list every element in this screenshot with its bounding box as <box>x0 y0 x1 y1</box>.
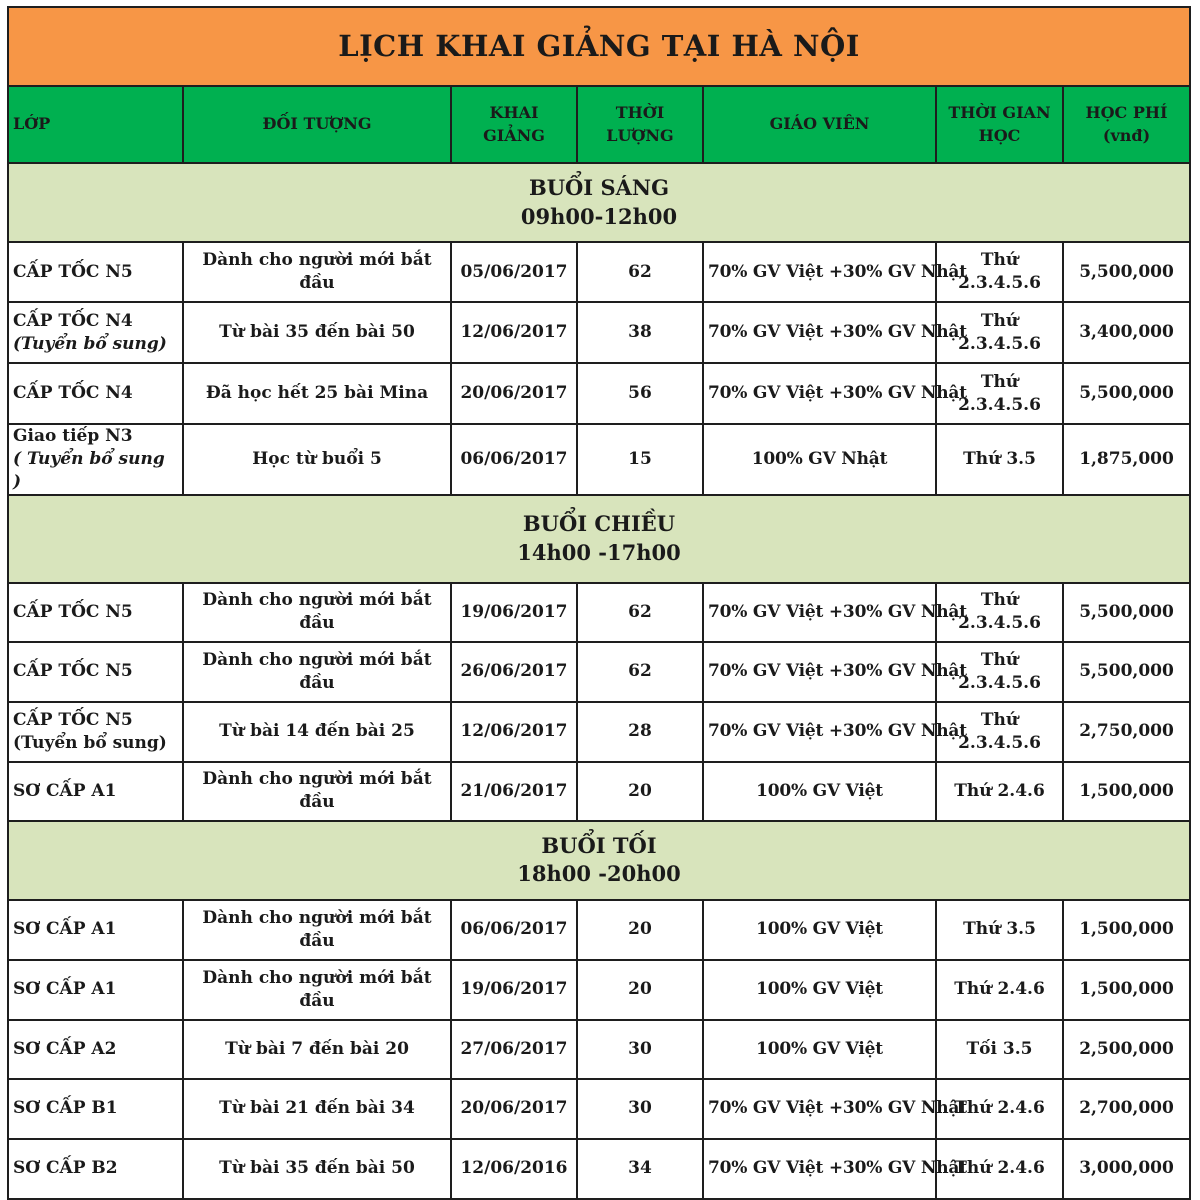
class-cell <box>8 1079 183 1139</box>
col-header-giao-vien: GIÁO VIÊN <box>703 86 936 163</box>
schedule-cell: Thứ 2.3.4.5.6 <box>936 642 1063 702</box>
start-date-cell: 12/06/2017 <box>451 702 577 762</box>
fee-cell: 1,500,000 <box>1063 960 1190 1020</box>
duration-cell: 20 <box>577 960 703 1020</box>
class-note: (Tuyển bổ sung) <box>13 333 167 354</box>
session-header <box>8 495 1190 583</box>
col-header-thoi-luong: THỜI LƯỢNG <box>577 86 703 163</box>
teacher-cell: 100% GV Việt <box>703 960 936 1020</box>
duration-cell: 62 <box>577 242 703 302</box>
class-name: SƠ CẤP A1 <box>13 919 117 940</box>
schedule-table <box>7 6 1191 1200</box>
teacher-cell: 70% GV Việt +30% GV Nhật <box>703 1079 936 1139</box>
session-row-morning <box>8 163 1190 242</box>
target-cell: Từ bài 21 đến bài 34 <box>183 1079 451 1139</box>
class-name: SƠ CẤP A2 <box>13 1038 117 1059</box>
target-cell: Từ bài 35 đến bài 50 <box>183 1139 451 1199</box>
col-header-thoi-gian-line1: THỜI GIAN <box>948 103 1051 123</box>
fee-cell: 5,500,000 <box>1063 363 1190 424</box>
class-name: CẤP TỐC N5 <box>13 709 133 730</box>
col-header-hoc-phi-line2: (vnđ) <box>1102 125 1151 145</box>
table-row <box>8 762 1190 821</box>
teacher-cell: 100% GV Nhật <box>703 424 936 495</box>
schedule-cell: Thứ 2.4.6 <box>936 762 1063 821</box>
class-cell <box>8 642 183 702</box>
col-header-khai-giang: KHAI GIẢNG <box>451 86 577 163</box>
class-cell <box>8 583 183 642</box>
session-name: BUỔI TỐI <box>541 832 657 858</box>
duration-cell: 56 <box>577 363 703 424</box>
schedule-cell: Thứ 2.4.6 <box>936 1139 1063 1199</box>
session-header <box>8 163 1190 242</box>
teacher-cell: 70% GV Việt +30% GV Nhật <box>703 302 936 363</box>
schedule-cell: Thứ 3.5 <box>936 900 1063 960</box>
class-name: CẤP TỐC N4 <box>13 383 133 404</box>
duration-cell: 20 <box>577 900 703 960</box>
class-cell <box>8 1139 183 1199</box>
schedule-cell: Thứ 2.3.4.5.6 <box>936 363 1063 424</box>
duration-cell: 38 <box>577 302 703 363</box>
table-row <box>8 1139 1190 1199</box>
schedule-cell: Thứ 2.3.4.5.6 <box>936 242 1063 302</box>
start-date-cell: 20/06/2017 <box>451 363 577 424</box>
table-row <box>8 242 1190 302</box>
schedule-cell: Thứ 2.4.6 <box>936 1079 1063 1139</box>
start-date-cell: 12/06/2017 <box>451 302 577 363</box>
fee-cell: 5,500,000 <box>1063 642 1190 702</box>
class-cell <box>8 900 183 960</box>
table-row <box>8 1079 1190 1139</box>
start-date-cell: 05/06/2017 <box>451 242 577 302</box>
duration-cell: 62 <box>577 583 703 642</box>
start-date-cell: 06/06/2017 <box>451 900 577 960</box>
table-row <box>8 363 1190 424</box>
col-header-lop: LỚP <box>8 86 183 163</box>
schedule-cell: Tối 3.5 <box>936 1020 1063 1079</box>
target-cell: Dành cho người mới bắt đầu <box>183 960 451 1020</box>
target-cell: Học từ buổi 5 <box>183 424 451 495</box>
table-row <box>8 302 1190 363</box>
table-row <box>8 702 1190 762</box>
schedule-cell: Thứ 2.3.4.5.6 <box>936 702 1063 762</box>
schedule-cell: Thứ 2.4.6 <box>936 960 1063 1020</box>
start-date-cell: 06/06/2017 <box>451 424 577 495</box>
target-cell: Dành cho người mới bắt đầu <box>183 762 451 821</box>
duration-cell: 20 <box>577 762 703 821</box>
schedule-cell: Thứ 2.3.4.5.6 <box>936 583 1063 642</box>
class-cell <box>8 1020 183 1079</box>
teacher-cell: 70% GV Việt +30% GV Nhật <box>703 642 936 702</box>
class-name: SƠ CẤP B2 <box>13 1158 118 1179</box>
teacher-cell: 70% GV Việt +30% GV Nhật <box>703 363 936 424</box>
fee-cell: 3,000,000 <box>1063 1139 1190 1199</box>
class-name: CẤP TỐC N5 <box>13 601 133 622</box>
class-cell <box>8 762 183 821</box>
start-date-cell: 12/06/2016 <box>451 1139 577 1199</box>
header-row <box>8 86 1190 163</box>
session-name: BUỔI SÁNG <box>528 175 670 201</box>
col-header-hoc-phi <box>1063 86 1190 163</box>
start-date-cell: 21/06/2017 <box>451 762 577 821</box>
class-name: CẤP TỐC N5 <box>13 261 133 282</box>
teacher-cell: 100% GV Việt <box>703 762 936 821</box>
start-date-cell: 26/06/2017 <box>451 642 577 702</box>
duration-cell: 28 <box>577 702 703 762</box>
table-row <box>8 642 1190 702</box>
start-date-cell: 20/06/2017 <box>451 1079 577 1139</box>
fee-cell: 3,400,000 <box>1063 302 1190 363</box>
session-header <box>8 821 1190 900</box>
start-date-cell: 19/06/2017 <box>451 960 577 1020</box>
teacher-cell: 100% GV Việt <box>703 1020 936 1079</box>
target-cell: Dành cho người mới bắt đầu <box>183 900 451 960</box>
target-cell: Dành cho người mới bắt đầu <box>183 583 451 642</box>
duration-cell: 30 <box>577 1079 703 1139</box>
class-cell <box>8 702 183 762</box>
target-cell: Đã học hết 25 bài Mina <box>183 363 451 424</box>
table-row <box>8 583 1190 642</box>
class-name: SƠ CẤP A1 <box>13 979 117 1000</box>
start-date-cell: 27/06/2017 <box>451 1020 577 1079</box>
class-cell <box>8 363 183 424</box>
session-row-evening <box>8 821 1190 900</box>
duration-cell: 34 <box>577 1139 703 1199</box>
start-date-cell: 19/06/2017 <box>451 583 577 642</box>
class-name: CẤP TỐC N5 <box>13 661 133 682</box>
duration-cell: 15 <box>577 424 703 495</box>
table-row <box>8 960 1190 1020</box>
teacher-cell: 70% GV Việt +30% GV Nhật <box>703 583 936 642</box>
table-row <box>8 1020 1190 1079</box>
target-cell: Từ bài 35 đến bài 50 <box>183 302 451 363</box>
class-note: (Tuyển bổ sung) <box>13 732 167 753</box>
session-time: 09h00-12h00 <box>520 203 678 229</box>
table-row <box>8 424 1190 495</box>
fee-cell: 2,500,000 <box>1063 1020 1190 1079</box>
duration-cell: 62 <box>577 642 703 702</box>
schedule-cell: Thứ 3.5 <box>936 424 1063 495</box>
col-header-thoi-gian-hoc <box>936 86 1063 163</box>
teacher-cell: 100% GV Việt <box>703 900 936 960</box>
class-name: Giao tiếp N3 <box>13 426 133 446</box>
col-header-hoc-phi-line1: HỌC PHÍ <box>1085 103 1168 123</box>
class-name: SƠ CẤP A1 <box>13 780 117 801</box>
teacher-cell: 70% GV Việt +30% GV Nhật <box>703 702 936 762</box>
teacher-cell: 70% GV Việt +30% GV Nhật <box>703 242 936 302</box>
teacher-cell: 70% GV Việt +30% GV Nhật <box>703 1139 936 1199</box>
class-cell <box>8 302 183 363</box>
target-cell: Từ bài 7 đến bài 20 <box>183 1020 451 1079</box>
col-header-thoi-gian-line2: HỌC <box>978 125 1021 145</box>
fee-cell: 1,500,000 <box>1063 900 1190 960</box>
session-time: 14h00 -17h00 <box>517 539 681 565</box>
class-cell <box>8 424 183 495</box>
title-row <box>8 7 1190 86</box>
target-cell: Dành cho người mới bắt đầu <box>183 242 451 302</box>
col-header-doi-tuong: ĐỐI TƯỢNG <box>183 86 451 163</box>
fee-cell: 5,500,000 <box>1063 242 1190 302</box>
class-cell <box>8 960 183 1020</box>
session-name: BUỔI CHIỀU <box>522 511 676 537</box>
page-title: LỊCH KHAI GIẢNG TẠI HÀ NỘI <box>8 7 1190 86</box>
session-time: 18h00 -20h00 <box>517 861 681 887</box>
duration-cell: 30 <box>577 1020 703 1079</box>
class-name: CẤP TỐC N4 <box>13 310 133 331</box>
fee-cell: 1,500,000 <box>1063 762 1190 821</box>
fee-cell: 5,500,000 <box>1063 583 1190 642</box>
class-name: SƠ CẤP B1 <box>13 1098 118 1119</box>
target-cell: Từ bài 14 đến bài 25 <box>183 702 451 762</box>
class-cell <box>8 242 183 302</box>
fee-cell: 2,700,000 <box>1063 1079 1190 1139</box>
target-cell: Dành cho người mới bắt đầu <box>183 642 451 702</box>
class-note: ( Tuyển bổ sung ) <box>13 448 165 492</box>
schedule-cell: Thứ 2.3.4.5.6 <box>936 302 1063 363</box>
session-row-afternoon <box>8 495 1190 583</box>
fee-cell: 2,750,000 <box>1063 702 1190 762</box>
fee-cell: 1,875,000 <box>1063 424 1190 495</box>
table-row <box>8 900 1190 960</box>
